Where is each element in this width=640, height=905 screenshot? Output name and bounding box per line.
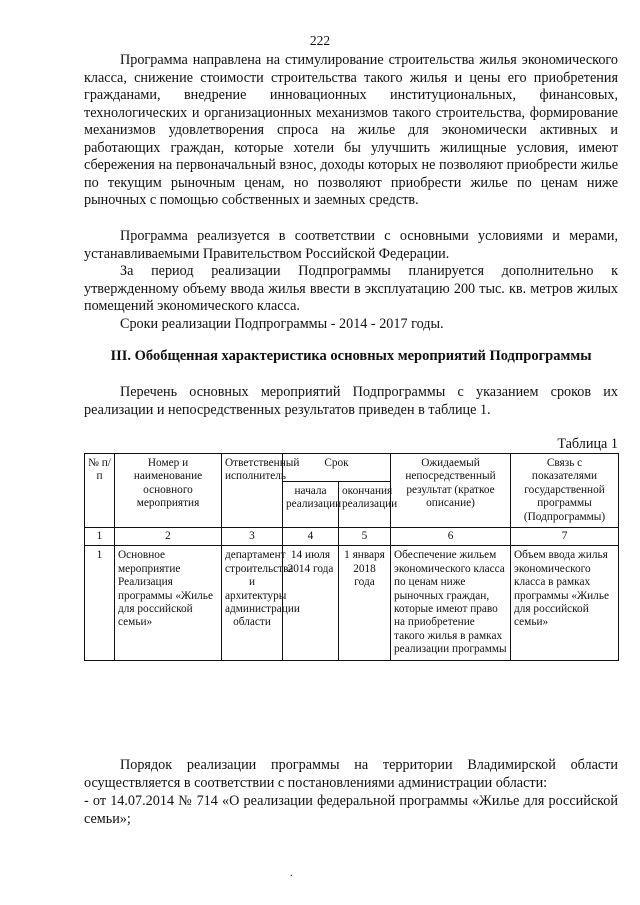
activities-table (84, 453, 619, 661)
row-link: Объем ввода жилья экономического класса в рамках программы «Жилье для российской семьи» (511, 546, 619, 660)
header-responsible: Ответственный исполнитель (222, 454, 283, 528)
column-number: 1 (85, 528, 115, 546)
column-number: 2 (115, 528, 222, 546)
column-number: 5 (339, 528, 391, 546)
paragraph-procedure: Порядок реализации программы на территории Владимирской области осуществляется в соответствии с постановлениями администрации области: (84, 757, 618, 791)
section-heading: III. Обобщенная характеристика основных мероприятий Подпрограммы (110, 348, 592, 364)
paragraph-table-intro: Перечень основных мероприятий Подпрограммы с указанием сроков их реализации и непосредственных результатов приведен в таблице 1. (84, 384, 618, 418)
footer-mark: . (290, 868, 293, 879)
table-row (85, 546, 619, 660)
column-number: 4 (283, 528, 339, 546)
paragraph-program-conditions: Программа реализуется в соответствии с основными условиями и мерами, устанавливаемыми Правительством Российской Федерации. (84, 228, 618, 262)
page-number: 222 (309, 33, 331, 48)
paragraph-terms: Сроки реализации Подпрограммы - 2014 - 2017 годы. (120, 316, 444, 332)
column-number: 7 (511, 528, 619, 546)
paragraph-housing-volume: За период реализации Подпрограммы планируется дополнительно к утвержденному объему ввода жилья ввести в эксплуатацию 200 тыс. кв. метров жилых помещений экономического класса. (84, 263, 618, 314)
list-item-decree: - от 14.07.2014 № 714 «О реализации федеральной программы «Жилье для российской семьи»; (84, 793, 618, 827)
header-end: окончания реализации (339, 481, 391, 527)
column-number: 6 (391, 528, 511, 546)
row-start: 14 июля 2014 года (283, 546, 339, 660)
header-link: Связь с показателями государственной программы (Подпрограммы) (511, 454, 619, 528)
column-number: 3 (222, 528, 283, 546)
paragraph-program-goal: Программа направлена на стимулирование строительства жилья экономического класса, снижение стоимости строительства такого жилья и цены его приобретения гражданами, внедрение инновационных институциональных, финансовых, технологических и организационных механизмов такого строительства, формирование механизмов удовлетворения спроса на жилье для экономически активных и работающих граждан, которые хотели бы улучшить жилищные условия, имеют сбережения на первоначальный взнос, доходы которых не позволяют приобрести жилье по текущим рыночным ценам, но позволяют приобрести жилье по ценам ниже рыночных с помощью собственных и заемных средств. (84, 52, 618, 208)
table-caption: Таблица 1 (557, 436, 618, 452)
header-name: Номер и наименование основного мероприятия (115, 454, 222, 528)
row-result: Обеспечение жильем экономического класса по ценам ниже рыночных граждан, которые имеют право на приобретение такого жилья в рамках реализации программы (391, 546, 511, 660)
header-term: Срок (283, 454, 391, 482)
header-num: № п/п (85, 454, 115, 528)
header-result: Ожидаемый непосредственный результат (краткое описание) (391, 454, 511, 528)
row-num: 1 (85, 546, 115, 660)
column-numbers-row (85, 528, 619, 546)
row-end: 1 января 2018 года (339, 546, 391, 660)
row-name: Основное мероприятие Реализация программы «Жилье для российской семьи» (115, 546, 222, 660)
row-responsible: департамент строительства и архитектуры администрации области (222, 546, 283, 660)
header-start: начала реализации (283, 481, 339, 527)
